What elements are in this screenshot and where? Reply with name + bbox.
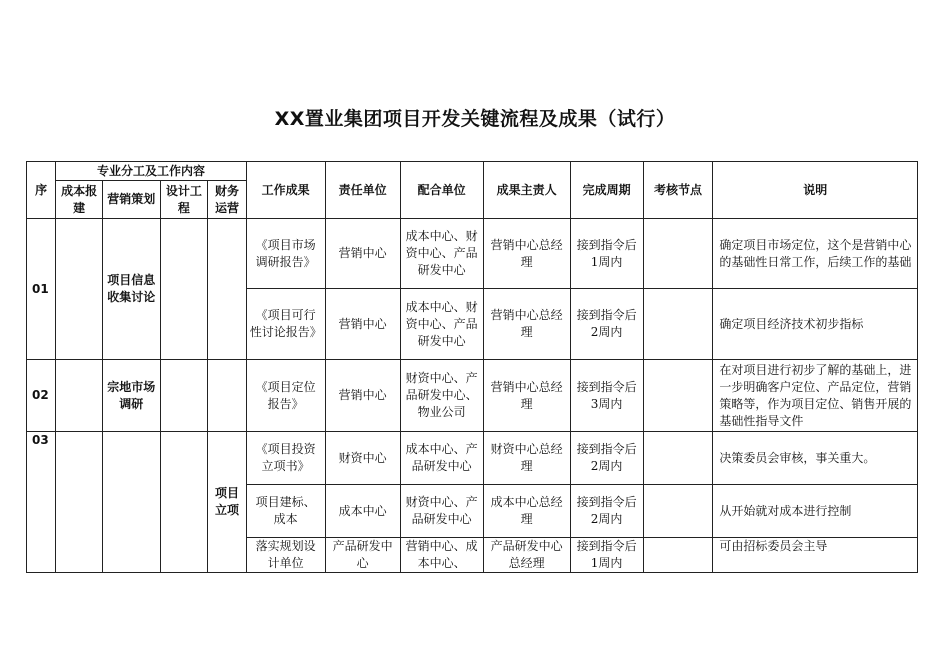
design-cell	[160, 432, 208, 573]
remark-cell: 在对项目进行初步了解的基础上，进一步明确客户定位、产品定位，营销策略等，作为项目定位、销售开展的基础性指导文件	[713, 360, 918, 432]
cooperate-cell: 成本中心、财资中心、产品研发中心	[400, 219, 483, 289]
header-design: 设计工程	[160, 181, 208, 219]
cooperate-cell: 营销中心、成本中心、	[400, 538, 483, 573]
period-cell: 接到指令后2周内	[570, 289, 643, 360]
remark-cell: 从开始就对成本进行控制	[713, 485, 918, 538]
owner-cell: 产品研发中心总经理	[483, 538, 570, 573]
header-period: 完成周期	[570, 162, 643, 219]
deliverable-cell: 《项目市场调研报告》	[246, 219, 325, 289]
header-group: 专业分工及工作内容	[56, 162, 246, 181]
checkpoint-cell	[643, 219, 713, 289]
responsible-cell: 营销中心	[325, 219, 400, 289]
design-cell	[160, 219, 208, 360]
period-cell: 接到指令后2周内	[570, 432, 643, 485]
remark-cell: 决策委员会审核，事关重大。	[713, 432, 918, 485]
header-checkpoint: 考核节点	[643, 162, 713, 219]
finance-cell	[208, 360, 246, 432]
seq-cell: 01	[27, 219, 56, 360]
checkpoint-cell	[643, 360, 713, 432]
header-deliverable: 工作成果	[246, 162, 325, 219]
design-cell	[160, 360, 208, 432]
header-owner: 成果主责人	[483, 162, 570, 219]
cooperate-cell: 成本中心、财资中心、产品研发中心	[400, 289, 483, 360]
table-row	[27, 219, 918, 289]
responsible-cell: 财资中心	[325, 432, 400, 485]
deliverable-cell: 项目建标、成本	[246, 485, 325, 538]
period-cell: 接到指令后1周内	[570, 538, 643, 573]
header-cost: 成本报建	[56, 181, 103, 219]
cooperate-cell: 财资中心、产品研发中心、物业公司	[400, 360, 483, 432]
owner-cell: 营销中心总经理	[483, 219, 570, 289]
document-title: XX置业集团项目开发关键流程及成果（试行）	[274, 108, 676, 130]
deliverable-cell: 落实规划设计单位	[246, 538, 325, 573]
cooperate-cell: 成本中心、产品研发中心	[400, 432, 483, 485]
table-row	[27, 360, 918, 432]
checkpoint-cell	[643, 538, 713, 573]
responsible-cell: 营销中心	[325, 289, 400, 360]
seq-cell: 02	[27, 360, 56, 432]
process-table	[26, 161, 918, 573]
header-responsible: 责任单位	[325, 162, 400, 219]
responsible-cell: 成本中心	[325, 485, 400, 538]
owner-cell: 营销中心总经理	[483, 289, 570, 360]
cost-cell	[56, 219, 103, 360]
checkpoint-cell	[643, 432, 713, 485]
marketing-cell	[102, 432, 160, 573]
period-cell: 接到指令后2周内	[570, 485, 643, 538]
checkpoint-cell	[643, 485, 713, 538]
period-cell: 接到指令后3周内	[570, 360, 643, 432]
responsible-cell: 产品研发中心	[325, 538, 400, 573]
marketing-cell: 项目信息收集讨论	[102, 219, 160, 360]
header-remark: 说明	[713, 162, 918, 219]
checkpoint-cell	[643, 289, 713, 360]
responsible-cell: 营销中心	[325, 360, 400, 432]
deliverable-cell: 《项目可行性讨论报告》	[246, 289, 325, 360]
cost-cell	[56, 360, 103, 432]
remark-cell: 可由招标委员会主导	[713, 538, 918, 573]
period-cell: 接到指令后1周内	[570, 219, 643, 289]
owner-cell: 财资中心总经理	[483, 432, 570, 485]
cost-cell	[56, 432, 103, 573]
header-marketing: 营销策划	[102, 181, 160, 219]
marketing-cell: 宗地市场调研	[102, 360, 160, 432]
finance-cell	[208, 219, 246, 360]
owner-cell: 营销中心总经理	[483, 360, 570, 432]
header-finance: 财务运营	[208, 181, 246, 219]
table-row	[27, 432, 918, 485]
seq-cell: 03	[27, 432, 56, 573]
header-seq: 序	[27, 162, 56, 219]
finance-cell: 项目立项	[208, 432, 246, 573]
owner-cell: 成本中心总经理	[483, 485, 570, 538]
header-cooperate: 配合单位	[400, 162, 483, 219]
deliverable-cell: 《项目投资立项书》	[246, 432, 325, 485]
deliverable-cell: 《项目定位报告》	[246, 360, 325, 432]
remark-cell: 确定项目经济技术初步指标	[713, 289, 918, 360]
header-row-1	[27, 162, 918, 181]
remark-cell: 确定项目市场定位，这个是营销中心的基础性日常工作，后续工作的基础	[713, 219, 918, 289]
cooperate-cell: 财资中心、产品研发中心	[400, 485, 483, 538]
